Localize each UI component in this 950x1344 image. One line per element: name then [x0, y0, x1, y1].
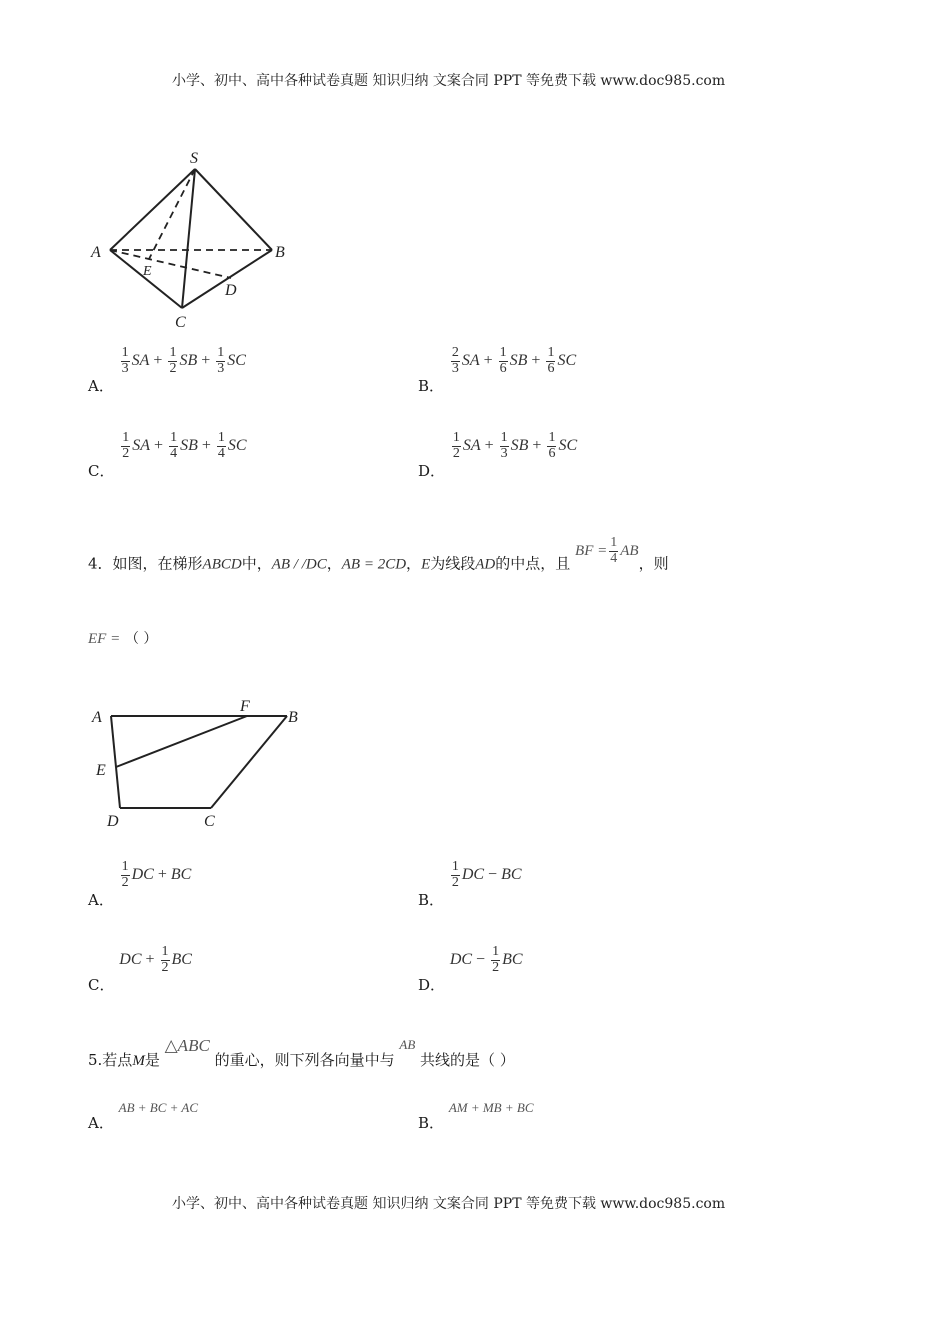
q5-statement: 5.若点M是 △ABC 的重心，则下列各向量中与 AB 共线的是（ ）	[88, 1036, 515, 1069]
q3-option-c[interactable]: C． $\frac{1}{2}$ SA + $\frac{1}{4}$ SB + $\frac{1}{4}$ SC	[88, 430, 247, 480]
q3-option-b[interactable]: B． $\frac{2}{3}$ SA + $\frac{1}{6}$ SB + $\frac{1}{6}$ SC	[418, 345, 577, 395]
q5-option-a[interactable]: A． AB + BC + AC	[88, 1100, 199, 1132]
option-letter: B．	[418, 1114, 445, 1132]
option-letter: A．	[88, 1114, 114, 1132]
q4-statement: 4．如图，在梯形ABCD中，AB / /DC，AB = 2CD，E为线段AD的中点，且 BF = $\frac{1}{4}$ AB，则	[88, 535, 669, 573]
option-letter: D．	[418, 975, 446, 994]
page-header: 小学、初中、高中各种试卷真题 知识归纳 文案合同 PPT 等免费下载 www.doc985.com	[172, 73, 726, 89]
option-letter: C．	[88, 975, 115, 994]
trapezoid-figure	[85, 695, 325, 835]
vertex-label-f: F	[240, 698, 250, 715]
option-letter: B．	[418, 890, 445, 909]
page-footer: 小学、初中、高中各种试卷真题 知识归纳 文案合同 PPT 等免费下载 www.doc985.com	[172, 1196, 726, 1212]
option-letter: C．	[88, 461, 115, 480]
vertex-label-a: A	[91, 244, 101, 261]
vertex-label-d: D	[107, 813, 119, 830]
option-letter: A．	[88, 376, 114, 395]
vertex-label-d: D	[225, 282, 237, 299]
q4-option-a[interactable]: A． $\frac{1}{2}$ DC + BC	[88, 859, 192, 909]
option-letter: D．	[418, 461, 446, 480]
q4-question-line: EF = （ ）	[88, 631, 158, 647]
vertex-label-s: S	[190, 150, 198, 167]
vertex-label-e: E	[96, 762, 106, 779]
q3-option-a[interactable]: A． $\frac{1}{3}$ SA + $\frac{1}{2}$ SB + $\frac{1}{3}$ SC	[88, 345, 246, 395]
q4-option-d[interactable]: D． DC − $\frac{1}{2}$ BC	[418, 944, 523, 994]
vertex-label-b: B	[288, 709, 298, 726]
option-letter: B．	[418, 376, 445, 395]
q5-option-b[interactable]: B． AM + MB + BC	[418, 1100, 534, 1132]
q4-option-b[interactable]: B． $\frac{1}{2}$ DC − BC	[418, 859, 522, 909]
vertex-label-e: E	[143, 264, 152, 279]
vertex-label-a: A	[92, 709, 102, 726]
q4-option-c[interactable]: C． DC + $\frac{1}{2}$ BC	[88, 944, 192, 994]
q3-option-d[interactable]: D． $\frac{1}{2}$ SA + $\frac{1}{3}$ SB + $\frac{1}{6}$ SC	[418, 430, 578, 480]
vertex-label-c: C	[204, 813, 215, 830]
vertex-label-c: C	[175, 314, 186, 331]
option-letter: A．	[88, 890, 114, 909]
tetrahedron-figure	[85, 145, 305, 335]
vertex-label-b: B	[275, 244, 285, 261]
